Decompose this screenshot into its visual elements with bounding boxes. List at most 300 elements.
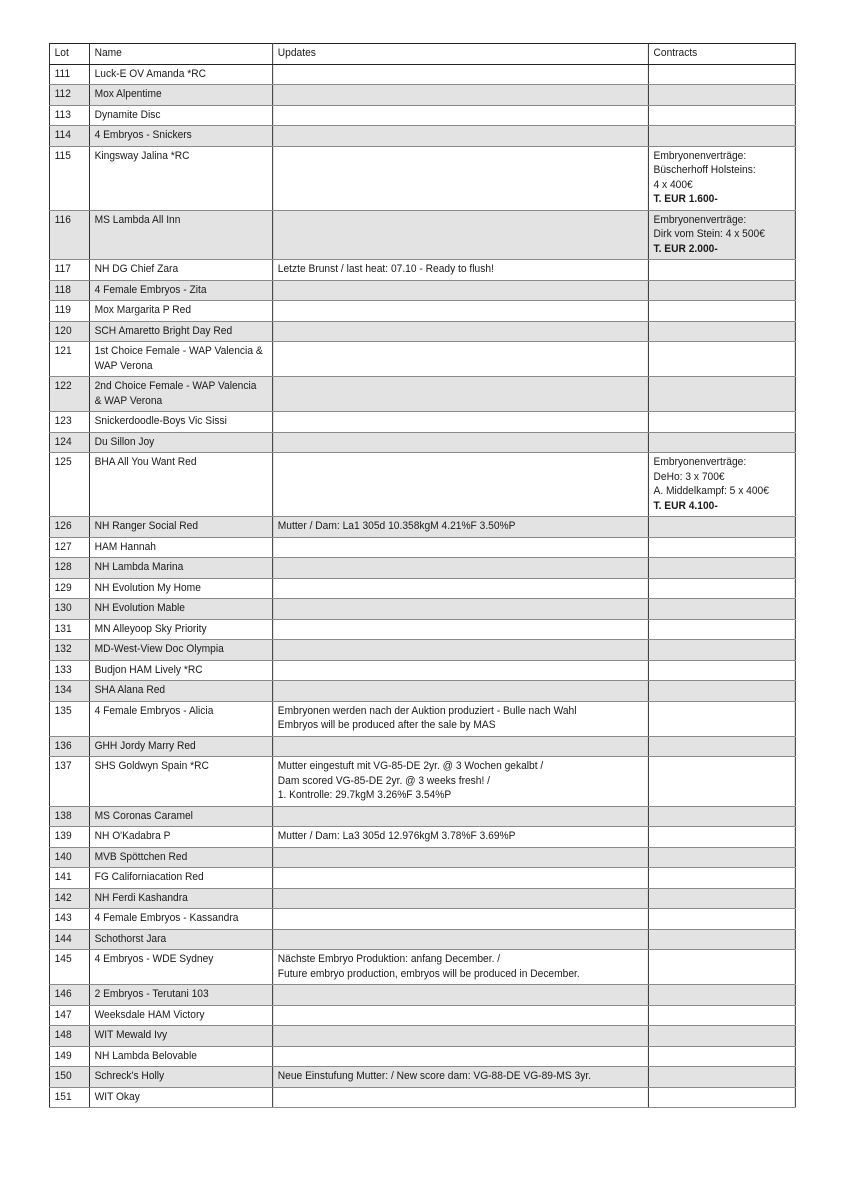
lot-number: 116 xyxy=(54,213,71,226)
updates-cell xyxy=(273,701,649,736)
contract-line: Embryonenverträge: xyxy=(653,149,747,162)
lot-number-cell xyxy=(49,1046,89,1067)
contracts-cell xyxy=(648,599,795,620)
table-row xyxy=(49,868,795,889)
lot-table xyxy=(49,43,796,1108)
updates-cell xyxy=(273,660,649,681)
contracts-cell xyxy=(648,1067,795,1088)
lot-number: 112 xyxy=(54,88,71,100)
contract-line: Büscherhoff Holsteins: xyxy=(653,164,756,176)
updates-cell xyxy=(273,1026,649,1047)
contracts-cell xyxy=(648,847,795,868)
name-cell xyxy=(89,280,272,301)
name-cell xyxy=(89,321,272,342)
name-line: MN Alleyoop Sky Priority xyxy=(94,622,207,635)
update-line: Future embryo production, embryos will be produced in December. xyxy=(277,967,580,980)
name-cell xyxy=(89,260,272,281)
table-row xyxy=(49,578,795,599)
table-row xyxy=(49,558,795,579)
name-cell xyxy=(89,1046,272,1067)
name-cell xyxy=(89,1026,272,1047)
column-header-name: Name xyxy=(89,44,272,65)
contracts-cell xyxy=(648,929,795,950)
lot-number: 115 xyxy=(54,149,71,162)
lot-number-cell xyxy=(49,146,89,210)
lot-number: 119 xyxy=(54,304,71,316)
lot-number: 145 xyxy=(54,953,72,965)
name-cell xyxy=(89,701,272,736)
updates-cell xyxy=(273,909,649,930)
contracts-cell xyxy=(648,701,795,736)
name-line: MS Lambda All Inn xyxy=(94,213,181,226)
name-line: Budjon HAM Lively *RC xyxy=(94,663,203,676)
name-cell xyxy=(89,757,272,807)
lot-number-cell xyxy=(49,1026,89,1047)
column-header-contracts: Contracts xyxy=(648,44,795,65)
lot-number-cell xyxy=(49,888,89,909)
table-row xyxy=(49,377,795,412)
updates-cell xyxy=(273,432,649,453)
table-row xyxy=(49,1067,795,1088)
lot-number-cell xyxy=(49,301,89,322)
name-cell xyxy=(89,517,272,538)
name-cell xyxy=(89,929,272,950)
contracts-cell xyxy=(648,64,795,85)
updates-cell xyxy=(273,210,649,260)
lot-number: 137 xyxy=(54,760,72,772)
table-row xyxy=(49,260,795,281)
contracts-cell xyxy=(648,888,795,909)
table-row xyxy=(49,757,795,807)
table-body xyxy=(49,64,795,1108)
table-row xyxy=(49,105,795,126)
updates-cell xyxy=(273,847,649,868)
lot-number-cell xyxy=(49,1067,89,1088)
contracts-cell xyxy=(648,619,795,640)
name-cell xyxy=(89,342,272,377)
name-line: 2nd Choice Female - WAP Valencia xyxy=(94,380,257,392)
contracts-cell xyxy=(648,377,795,412)
updates-cell xyxy=(273,1005,649,1026)
lot-number-cell xyxy=(49,660,89,681)
name-line: Weeksdale HAM Victory xyxy=(94,1008,205,1021)
table-row xyxy=(49,640,795,661)
updates-cell xyxy=(273,640,649,661)
lot-number-cell xyxy=(49,578,89,599)
contracts-cell xyxy=(648,517,795,538)
lot-number-cell xyxy=(49,847,89,868)
name-cell xyxy=(89,909,272,930)
lot-number: 141 xyxy=(54,871,72,883)
name-cell xyxy=(89,146,272,210)
updates-cell xyxy=(273,1046,649,1067)
contracts-cell xyxy=(648,210,795,260)
updates-cell xyxy=(273,126,649,147)
name-cell xyxy=(89,888,272,909)
lot-number: 125 xyxy=(54,456,72,468)
lot-number: 114 xyxy=(54,129,71,141)
lot-number: 136 xyxy=(54,739,72,752)
contracts-cell xyxy=(648,558,795,579)
table-row xyxy=(49,321,795,342)
updates-cell xyxy=(273,950,649,985)
lot-number: 129 xyxy=(54,581,72,594)
table-row xyxy=(49,1046,795,1067)
updates-cell xyxy=(273,736,649,757)
name-cell xyxy=(89,301,272,322)
contracts-cell xyxy=(648,827,795,848)
lot-number-cell xyxy=(49,260,89,281)
contracts-cell xyxy=(648,321,795,342)
table-row xyxy=(49,280,795,301)
name-line: MD-West-View Doc Olympia xyxy=(94,643,224,655)
lot-updates-sheet xyxy=(49,43,769,1108)
contracts-cell xyxy=(648,537,795,558)
lot-number-cell xyxy=(49,757,89,807)
table-row xyxy=(49,64,795,85)
lot-number-cell xyxy=(49,432,89,453)
update-line: Embryonen werden nach der Auktion produziert - Bulle nach Wahl xyxy=(277,704,577,717)
contract-total: T. EUR 4.100- xyxy=(653,499,718,512)
name-cell xyxy=(89,1087,272,1108)
contracts-cell xyxy=(648,126,795,147)
updates-cell xyxy=(273,806,649,827)
name-cell xyxy=(89,847,272,868)
table-row xyxy=(49,909,795,930)
lot-number-cell xyxy=(49,736,89,757)
name-line: SHA Alana Red xyxy=(94,684,166,696)
contracts-cell xyxy=(648,301,795,322)
lot-number: 111 xyxy=(54,67,71,80)
lot-number: 131 xyxy=(54,622,72,635)
name-cell xyxy=(89,827,272,848)
name-cell xyxy=(89,85,272,106)
table-row xyxy=(49,929,795,950)
contracts-cell xyxy=(648,640,795,661)
name-line: FG Californiacation Red xyxy=(94,871,204,883)
updates-cell xyxy=(273,827,649,848)
lot-number-cell xyxy=(49,85,89,106)
name-line: NH DG Chief Zara xyxy=(94,263,179,275)
contracts-cell xyxy=(648,660,795,681)
name-line: Luck-E OV Amanda *RC xyxy=(94,67,207,80)
name-line: Snickerdoodle-Boys Vic Sissi xyxy=(94,415,227,427)
lot-number: 113 xyxy=(54,108,71,121)
name-line: NH Evolution Mable xyxy=(94,602,185,614)
updates-cell xyxy=(273,599,649,620)
lot-number: 123 xyxy=(54,415,72,427)
name-cell xyxy=(89,453,272,517)
lot-number: 128 xyxy=(54,561,72,573)
contracts-cell xyxy=(648,757,795,807)
contracts-cell xyxy=(648,578,795,599)
name-cell xyxy=(89,558,272,579)
table-row xyxy=(49,517,795,538)
contracts-cell xyxy=(648,453,795,517)
name-cell xyxy=(89,578,272,599)
lot-number: 149 xyxy=(54,1049,72,1062)
contracts-cell xyxy=(648,412,795,433)
updates-cell xyxy=(273,1067,649,1088)
name-line: WIT Mewald Ivy xyxy=(94,1029,168,1041)
lot-number: 126 xyxy=(54,520,72,532)
updates-cell xyxy=(273,1087,649,1108)
name-line: WAP Verona xyxy=(94,359,153,372)
contract-total: T. EUR 1.600- xyxy=(653,193,718,205)
lot-number: 117 xyxy=(54,263,71,275)
lot-number: 143 xyxy=(54,912,72,924)
name-cell xyxy=(89,432,272,453)
updates-cell xyxy=(273,85,649,106)
lot-number-cell xyxy=(49,537,89,558)
table-row xyxy=(49,847,795,868)
table-row xyxy=(49,85,795,106)
lot-number: 146 xyxy=(54,988,72,1000)
lot-number-cell xyxy=(49,619,89,640)
table-row xyxy=(49,985,795,1006)
lot-number: 148 xyxy=(54,1029,72,1041)
name-cell xyxy=(89,126,272,147)
update-line: Dam scored VG-85-DE 2yr. @ 3 weeks fresh! / xyxy=(277,774,490,787)
name-line: NH Ranger Social Red xyxy=(94,520,199,532)
update-line: 1. Kontrolle: 29.7kgM 3.26%F 3.54%P xyxy=(277,789,452,801)
lot-number-cell xyxy=(49,827,89,848)
name-line: NH Evolution My Home xyxy=(94,581,201,594)
column-header-updates: Updates xyxy=(273,44,649,65)
contracts-cell xyxy=(648,1005,795,1026)
lot-number: 144 xyxy=(54,932,72,945)
updates-cell xyxy=(273,146,649,210)
name-line: Kingsway Jalina *RC xyxy=(94,149,190,162)
lot-number: 151 xyxy=(54,1090,72,1103)
name-cell xyxy=(89,599,272,620)
updates-cell xyxy=(273,105,649,126)
lot-number-cell xyxy=(49,1087,89,1108)
lot-number-cell xyxy=(49,950,89,985)
contracts-cell xyxy=(648,146,795,210)
lot-number-cell xyxy=(49,985,89,1006)
name-line: SHS Goldwyn Spain *RC xyxy=(94,760,209,772)
name-line: 4 Female Embryos - Kassandra xyxy=(94,912,239,924)
table-row xyxy=(49,736,795,757)
table-row xyxy=(49,301,795,322)
name-cell xyxy=(89,64,272,85)
name-line: NH Lambda Belovable xyxy=(94,1049,197,1062)
updates-cell xyxy=(273,985,649,1006)
name-cell xyxy=(89,1067,272,1088)
contracts-cell xyxy=(648,806,795,827)
lot-number-cell xyxy=(49,929,89,950)
lot-number: 122 xyxy=(54,380,72,392)
lot-number-cell xyxy=(49,558,89,579)
updates-cell xyxy=(273,412,649,433)
lot-number: 120 xyxy=(54,324,72,337)
table-row xyxy=(49,146,795,210)
updates-cell xyxy=(273,868,649,889)
contracts-cell xyxy=(648,260,795,281)
updates-cell xyxy=(273,377,649,412)
name-line: SCH Amaretto Bright Day Red xyxy=(94,324,233,337)
lot-number: 124 xyxy=(54,435,72,448)
update-line: Mutter / Dam: La3 305d 12.976kgM 3.78%F 3.69%P xyxy=(277,830,516,842)
contracts-cell xyxy=(648,1046,795,1067)
name-cell xyxy=(89,619,272,640)
updates-cell xyxy=(273,453,649,517)
name-cell xyxy=(89,681,272,702)
contracts-cell xyxy=(648,681,795,702)
name-line: 1st Choice Female - WAP Valencia & xyxy=(94,345,263,357)
lot-number-cell xyxy=(49,377,89,412)
lot-number: 127 xyxy=(54,540,72,553)
name-line: WIT Okay xyxy=(94,1090,140,1103)
update-line: Embryos will be produced after the sale by MAS xyxy=(277,719,496,731)
lot-number-cell xyxy=(49,321,89,342)
table-row xyxy=(49,432,795,453)
name-cell xyxy=(89,105,272,126)
lot-number: 135 xyxy=(54,704,72,717)
lot-number-cell xyxy=(49,868,89,889)
contract-line: Embryonenverträge: xyxy=(653,456,747,468)
contracts-cell xyxy=(648,1026,795,1047)
lot-number-cell xyxy=(49,806,89,827)
updates-cell xyxy=(273,321,649,342)
name-line: GHH Jordy Marry Red xyxy=(94,739,196,752)
table-row xyxy=(49,701,795,736)
name-line: MVB Spöttchen Red xyxy=(94,850,188,863)
name-cell xyxy=(89,537,272,558)
lot-number: 118 xyxy=(54,283,71,296)
table-header-row xyxy=(49,44,795,65)
lot-number: 150 xyxy=(54,1070,72,1082)
table-row xyxy=(49,660,795,681)
table-row xyxy=(49,950,795,985)
name-line: NH Ferdi Kashandra xyxy=(94,891,188,904)
updates-cell xyxy=(273,260,649,281)
contract-line: Embryonenverträge: xyxy=(653,213,747,226)
contracts-cell xyxy=(648,950,795,985)
name-line: & WAP Verona xyxy=(94,394,163,407)
name-line: 4 Embryos - WDE Sydney xyxy=(94,953,214,965)
contracts-cell xyxy=(648,85,795,106)
contracts-cell xyxy=(648,105,795,126)
name-line: Schreck's Holly xyxy=(94,1070,165,1082)
lot-number-cell xyxy=(49,1005,89,1026)
lot-number: 142 xyxy=(54,891,72,904)
update-line: Neue Einstufung Mutter: / New score dam: VG-88-DE VG-89-MS 3yr. xyxy=(277,1070,592,1082)
updates-cell xyxy=(273,280,649,301)
name-line: 4 Female Embryos - Zita xyxy=(94,283,207,296)
name-cell xyxy=(89,868,272,889)
name-line: Du Sillon Joy xyxy=(94,435,155,448)
contract-line: Dirk vom Stein: 4 x 500€ xyxy=(653,228,765,240)
updates-cell xyxy=(273,301,649,322)
name-cell xyxy=(89,985,272,1006)
lot-number: 134 xyxy=(54,684,72,696)
contracts-cell xyxy=(648,1087,795,1108)
lot-number: 139 xyxy=(54,830,72,842)
updates-cell xyxy=(273,757,649,807)
name-line: BHA All You Want Red xyxy=(94,456,197,468)
table-row xyxy=(49,342,795,377)
lot-number-cell xyxy=(49,64,89,85)
name-cell xyxy=(89,736,272,757)
updates-cell xyxy=(273,537,649,558)
name-line: MS Coronas Caramel xyxy=(94,809,193,822)
updates-cell xyxy=(273,558,649,579)
update-line: Nächste Embryo Produktion: anfang December. / xyxy=(277,953,501,965)
contracts-cell xyxy=(648,985,795,1006)
contract-line: DeHo: 3 x 700€ xyxy=(653,470,725,483)
name-line: Dynamite Disc xyxy=(94,108,161,121)
updates-cell xyxy=(273,619,649,640)
lot-number: 147 xyxy=(54,1008,72,1021)
lot-number-cell xyxy=(49,640,89,661)
name-line: NH O'Kadabra P xyxy=(94,830,171,842)
lot-number: 138 xyxy=(54,809,72,822)
table-row xyxy=(49,453,795,517)
table-row xyxy=(49,681,795,702)
table-row xyxy=(49,806,795,827)
name-cell xyxy=(89,640,272,661)
name-line: Mox Alpentime xyxy=(94,88,162,100)
table-row xyxy=(49,537,795,558)
name-cell xyxy=(89,806,272,827)
name-cell xyxy=(89,412,272,433)
updates-cell xyxy=(273,64,649,85)
name-line: NH Lambda Marina xyxy=(94,561,184,573)
name-line: Mox Margarita P Red xyxy=(94,304,192,316)
table-row xyxy=(49,1087,795,1108)
contract-total: T. EUR 2.000- xyxy=(653,242,718,255)
lot-number-cell xyxy=(49,909,89,930)
name-line: 2 Embryos - Terutani 103 xyxy=(94,988,209,1000)
updates-cell xyxy=(273,342,649,377)
name-cell xyxy=(89,210,272,260)
name-cell xyxy=(89,950,272,985)
lot-number-cell xyxy=(49,412,89,433)
name-cell xyxy=(89,377,272,412)
table-row xyxy=(49,210,795,260)
lot-number-cell xyxy=(49,681,89,702)
name-line: Schothorst Jara xyxy=(94,932,167,945)
lot-number-cell xyxy=(49,599,89,620)
lot-number-cell xyxy=(49,280,89,301)
table-row xyxy=(49,827,795,848)
lot-number-cell xyxy=(49,126,89,147)
name-line: 4 Female Embryos - Alicia xyxy=(94,704,214,717)
lot-number: 121 xyxy=(54,345,72,357)
lot-number: 130 xyxy=(54,602,72,614)
contracts-cell xyxy=(648,909,795,930)
table-row xyxy=(49,1005,795,1026)
contracts-cell xyxy=(648,736,795,757)
lot-number-cell xyxy=(49,105,89,126)
lot-number-cell xyxy=(49,517,89,538)
updates-cell xyxy=(273,888,649,909)
contracts-cell xyxy=(648,342,795,377)
lot-number-cell xyxy=(49,342,89,377)
updates-cell xyxy=(273,929,649,950)
name-cell xyxy=(89,660,272,681)
contract-line: A. Middelkampf: 5 x 400€ xyxy=(653,485,769,497)
update-line: Mutter / Dam: La1 305d 10.358kgM 4.21%F 3.50%P xyxy=(277,520,516,532)
update-line: Mutter eingestuft mit VG-85-DE 2yr. @ 3 Wochen gekalbt / xyxy=(277,760,544,772)
table-row xyxy=(49,599,795,620)
name-line: HAM Hannah xyxy=(94,540,156,553)
column-header-lot: Lot xyxy=(49,44,89,65)
contracts-cell xyxy=(648,280,795,301)
updates-cell xyxy=(273,578,649,599)
